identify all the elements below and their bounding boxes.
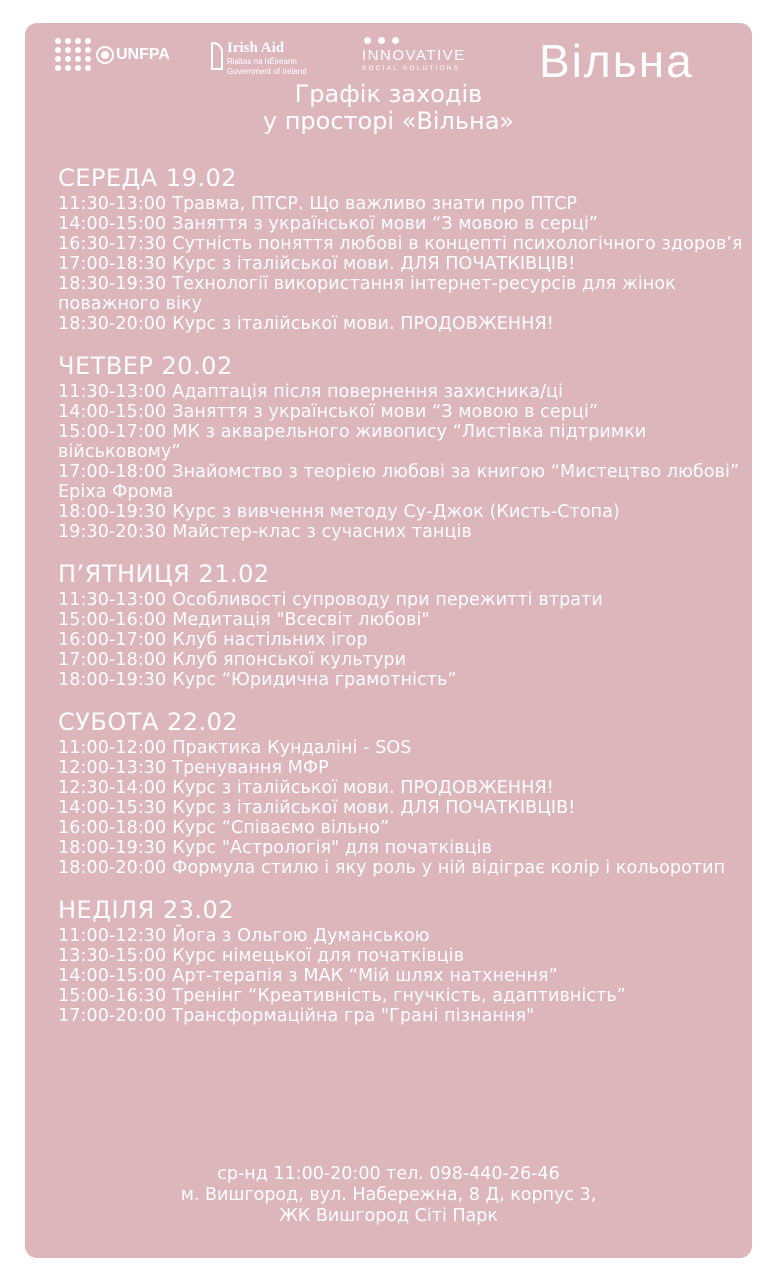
event-time: 16:30-17:30: [58, 234, 167, 254]
event-item: [58, 946, 748, 966]
event-title: Курс з італійської мови. ПРОДОВЖЕННЯ!: [172, 778, 554, 798]
event-time: 11:00-12:00: [58, 738, 167, 758]
event-item: [58, 778, 748, 798]
event-time: 19:30-20:30: [58, 522, 167, 542]
event-item: [58, 650, 748, 670]
event-item: [58, 422, 748, 462]
event-time: 12:00-13:30: [58, 758, 167, 778]
event-item: [58, 502, 748, 522]
event-item: [58, 926, 748, 946]
event-title: Курс німецької для початківців: [172, 946, 465, 966]
poster-card: [25, 23, 752, 1258]
event-item: [58, 462, 748, 502]
day-section: [58, 163, 748, 334]
event-item: [58, 590, 748, 610]
event-time: 18:00-19:30: [58, 502, 167, 522]
event-item: [58, 630, 748, 650]
irish-aid-sub1: Rialtas na hÉireann: [227, 57, 297, 66]
event-title: Особливості супроводу при пережитті втрати: [172, 590, 603, 610]
event-title: Тренування МФР: [172, 758, 329, 778]
event-title: Заняття з української мови “З мовою в серці”: [172, 214, 599, 234]
schedule: [58, 163, 748, 1043]
event-time: 17:00-18:00: [58, 650, 167, 670]
event-time: 18:30-20:00: [58, 314, 167, 334]
event-title: Арт-терапія з МАК “Мій шлях натхнення”: [172, 966, 558, 986]
event-time: 11:30-13:00: [58, 382, 167, 402]
footer-address: м. Вишгород, вул. Набережна, 8 Д, корпус 3,: [180, 1185, 597, 1205]
harp-icon: [211, 42, 223, 70]
event-title: Майстер-клас з сучасних танців: [172, 522, 472, 542]
event-item: [58, 402, 748, 422]
event-time: 16:00-18:00: [58, 818, 167, 838]
day-section: [58, 351, 748, 542]
footer-hours-phone: ср-нд 11:00-20:00 тел. 098-440-26-46: [217, 1164, 560, 1184]
innovative-sub: SOCIAL SOLUTIONS: [362, 65, 461, 72]
event-time: 16:00-17:00: [58, 630, 167, 650]
event-title: Травма, ПТСР. Що важливо знати про ПТСР: [172, 194, 578, 214]
event-time: 14:00-15:30: [58, 798, 167, 818]
event-time: 17:00-18:30: [58, 254, 167, 274]
innovative-logo: [362, 37, 466, 73]
brand-logo: Вільна: [539, 35, 694, 87]
event-item: [58, 214, 748, 234]
event-item: [58, 314, 748, 334]
irish-aid-logo: [211, 40, 307, 77]
event-item: [58, 670, 748, 690]
event-item: [58, 818, 748, 838]
event-title: Йога з Ольгою Думанською: [172, 926, 430, 946]
event-title: Адаптація після повернення захисника/ці: [172, 382, 564, 402]
event-title: Курс з італійської мови. ДЛЯ ПОЧАТКІВЦІВ!: [172, 798, 576, 818]
event-title: Клуб японської культури: [172, 650, 407, 670]
event-time: 15:00-16:00: [58, 610, 167, 630]
event-time: 18:00-20:00: [58, 858, 167, 878]
day-section: [58, 895, 748, 1026]
irish-aid-sub2: Government of Ireland: [227, 67, 307, 76]
event-item: [58, 738, 748, 758]
footer-complex: ЖК Вишгород Сіті Парк: [279, 1206, 498, 1226]
event-item: [58, 254, 748, 274]
event-title: Заняття з української мови “З мовою в серці”: [172, 402, 599, 422]
footer-contacts: [25, 1164, 752, 1227]
event-item: [58, 234, 748, 254]
event-title: Сутність поняття любові в концепті психологічного здоров’я: [172, 234, 743, 254]
event-time: 12:30-14:00: [58, 778, 167, 798]
day-title: СЕРЕДА 19.02: [58, 164, 238, 192]
event-title: Тренінг “Креативність, гнучкість, адаптивність”: [172, 986, 626, 1006]
event-title: Курс "Астрологія" для початківців: [172, 838, 493, 858]
title-line-1: Графік заходів: [294, 80, 483, 108]
event-item: [58, 610, 748, 630]
event-time: 14:00-15:00: [58, 214, 167, 234]
title-line-2: у просторі «Вільна»: [262, 107, 515, 135]
event-title: МК з акварельного живопису “Листівка підтримки військовому”: [58, 422, 647, 462]
event-time: 11:30-13:00: [58, 590, 167, 610]
day-section: [58, 559, 748, 690]
event-item: [58, 858, 748, 878]
event-time: 11:00-12:30: [58, 926, 167, 946]
event-title: Практика Кундаліні - SOS: [172, 738, 412, 758]
event-title: Курс “Співаємо вільно”: [172, 818, 390, 838]
event-time: 13:30-15:00: [58, 946, 167, 966]
event-title: Курс “Юридична грамотність”: [172, 670, 457, 690]
day-title: НЕДІЛЯ 23.02: [58, 896, 235, 924]
event-time: 18:00-19:30: [58, 838, 167, 858]
day-title: ЧЕТВЕР 20.02: [58, 352, 233, 380]
event-title: Трансформаційна гра "Грані пізнання": [172, 1006, 535, 1026]
event-title: Формула стилю і яку роль у ній відіграє колір і кольоротип: [172, 858, 726, 878]
event-item: [58, 838, 748, 858]
event-title: Знайомство з теорією любові за книгою “Мистецтво любові” Еріха Фрома: [58, 462, 740, 502]
event-item: [58, 274, 748, 314]
page-title: [25, 81, 752, 135]
unfpa-logo: [55, 38, 170, 71]
event-title: Медитація "Всесвіт любові": [172, 610, 430, 630]
day-section: [58, 707, 748, 878]
three-dots-icon: [364, 37, 466, 44]
event-time: 17:00-20:00: [58, 1006, 167, 1026]
event-item: [58, 1006, 748, 1026]
event-item: [58, 758, 748, 778]
innovative-label: INNOVATIVE: [362, 47, 466, 64]
event-item: [58, 522, 748, 542]
event-title: Технології використання інтернет-ресурсів для жінок поважного віку: [58, 274, 676, 314]
event-item: [58, 798, 748, 818]
day-title: П’ЯТНИЦЯ 21.02: [58, 560, 270, 588]
unfpa-label: UNFPA: [116, 45, 170, 63]
dot-grid-icon: [55, 38, 92, 71]
event-title: Курс з італійської мови. ДЛЯ ПОЧАТКІВЦІВ!: [172, 254, 576, 274]
event-item: [58, 382, 748, 402]
event-time: 11:30-13:00: [58, 194, 167, 214]
irish-aid-label: Irish Aid: [227, 40, 285, 56]
event-title: Курс з італійської мови. ПРОДОВЖЕННЯ!: [172, 314, 554, 334]
event-item: [58, 966, 748, 986]
event-time: 17:00-18:00: [58, 462, 167, 482]
event-item: [58, 986, 748, 1006]
un-emblem-icon: [96, 46, 114, 64]
event-time: 18:30-19:30: [58, 274, 167, 294]
event-time: 14:00-15:00: [58, 402, 167, 422]
event-time: 15:00-16:30: [58, 986, 167, 1006]
event-time: 14:00-15:00: [58, 966, 167, 986]
event-item: [58, 194, 748, 214]
day-title: СУБОТА 22.02: [58, 708, 239, 736]
event-title: Клуб настільних ігор: [172, 630, 368, 650]
event-title: Курс з вивчення методу Су-Джок (Кисть-Стопа): [172, 502, 620, 522]
event-time: 18:00-19:30: [58, 670, 167, 690]
event-time: 15:00-17:00: [58, 422, 167, 442]
